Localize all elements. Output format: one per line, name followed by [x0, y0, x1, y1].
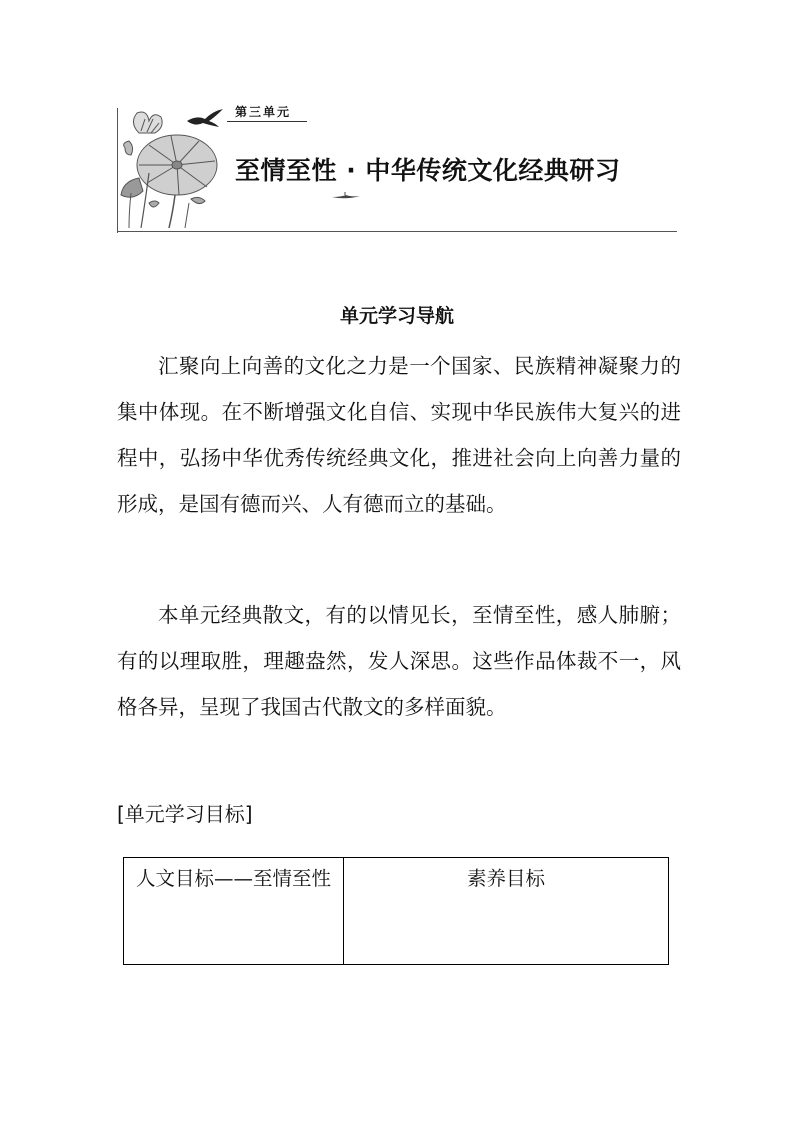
table-row [124, 858, 669, 965]
intro-paragraph-1: 汇聚向上向善的文化之力是一个国家、民族精神凝聚力的集中体现。在不断增强文化自信、实现中华民族伟大复兴的进程中，弘扬中华优秀传统经典文化，推进社会向上向善力量的形成，是国有德而兴、人有德而立的基础。 [117, 354, 681, 516]
unit-title: 至情至性 · 中华传统文化经典研习 [235, 156, 621, 185]
unit-tag: 第三单元 [235, 105, 292, 119]
intro-paragraph-2: 本单元经典散文，有的以情见长，至情至性，感人肺腑；有的以理取胜，理趣盎然，发人深思。这些作品体裁不一，风格各异，呈现了我国古代散文的多样面貌。 [117, 603, 681, 719]
bird-icon [185, 107, 225, 131]
targets-label: [单元学习目标] [117, 802, 253, 826]
section-title: 单元学习导航 [339, 305, 454, 327]
unit-header [117, 103, 677, 233]
header-border-bottom [117, 231, 677, 232]
goals-table [123, 857, 669, 965]
literacy-goal-header: 素养目标 [344, 858, 669, 965]
humanities-goal-header: 人文目标——至情至性 [124, 858, 344, 965]
unit-tag-underline [227, 121, 307, 122]
boat-icon [331, 191, 361, 201]
header-border-left [117, 108, 118, 233]
